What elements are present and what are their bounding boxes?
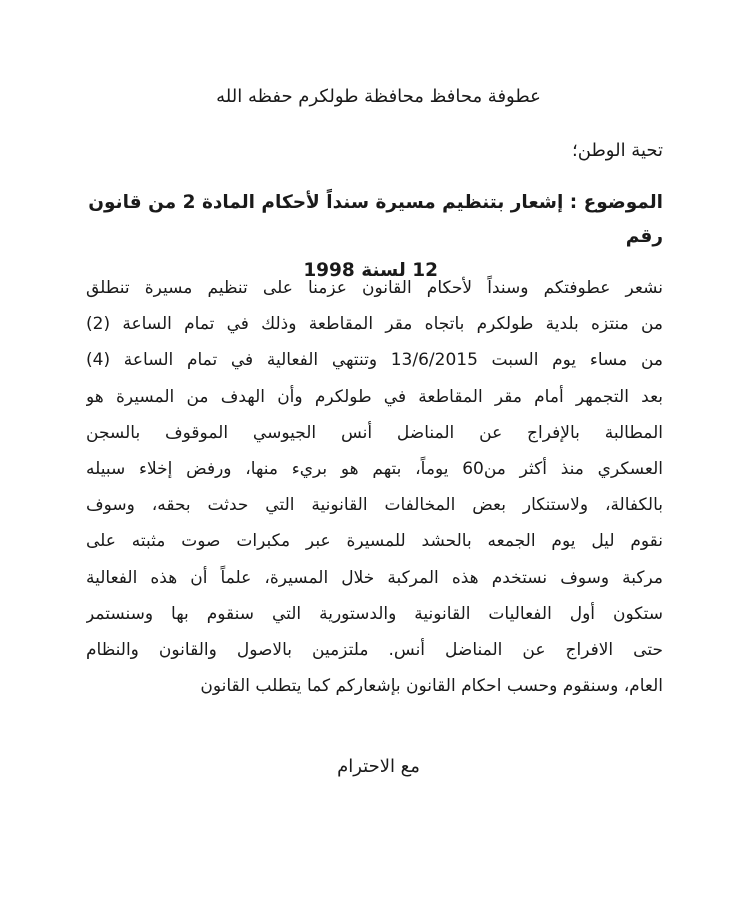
- body-line: العام، وسنقوم وحسب احكام القانون بإشعاركم كما يتطلب القانون: [200, 676, 663, 697]
- greeting-line: تحية الوطن؛: [572, 140, 663, 161]
- body-line: نشعر عطوفتكم وسنداً لأحكام القانون عزمنا على تنظيم مسيرة تنطلق: [86, 278, 663, 298]
- body-line: نقوم ليل يوم الجمعه بالحشد للمسيرة عبر مكبرات صوت مثبته على: [86, 531, 663, 552]
- body-line: ستكون أول الفعاليات القانونية والدستورية التي سنقوم بها وسنستمر: [86, 603, 663, 624]
- body-line: العسكري منذ أكثر من60 يوماً، بتهم هو بريء منها، ورفض إخلاء سبيله: [86, 459, 663, 480]
- subject-line-1: الموضوع : إشعار بتنظيم مسيرة سنداً لأحكام المادة 2 من قانون رقم: [88, 192, 663, 247]
- closing-line: مع الاحترام: [337, 756, 420, 777]
- addressee-line: عطوفة محافظ محافظة طولكرم حفظه الله: [216, 86, 541, 107]
- subject-line-2: 12 لسنة 1998: [303, 260, 438, 281]
- body-line: بالكفالة، ولاستنكار بعض المخالفات القانونية التي حدثت بحقه، وسوف: [86, 495, 663, 516]
- body-line: حتى الافراج عن المناضل أنس. ملتزمين بالاصول والقانون والنظام: [86, 640, 663, 661]
- letter-body: [86, 270, 663, 704]
- body-line: من منتزه بلدية طولكرم باتجاه مقر المقاطعة وذلك في تمام الساعة (2): [86, 314, 663, 335]
- body-line: مركبة وسوف نستخدم هذه المركبة خلال المسيرة، علماً أن هذه الفعالية: [86, 567, 663, 588]
- body-line: من مساء يوم السبت 13/6/2015 وتنتهي الفعالية في تمام الساعة (4): [86, 350, 663, 371]
- body-line: المطالبة بالإفراج عن المناضل أنس الجيوسي الموقوف بالسجن: [86, 422, 663, 443]
- body-line: بعد التجمهر أمام مقر المقاطعة في طولكرم وأن الهدف من المسيرة هو: [86, 386, 663, 407]
